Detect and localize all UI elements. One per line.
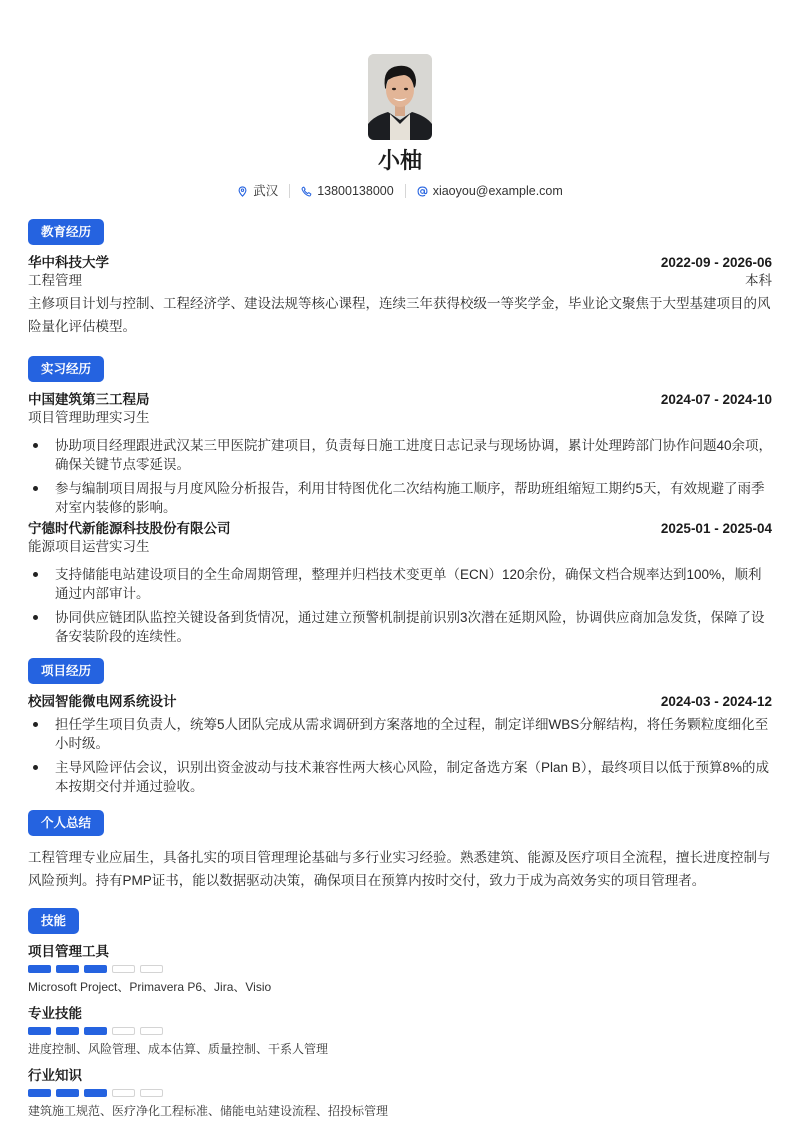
school-name: 华中科技大学: [28, 255, 109, 270]
skill-description: 进度控制、风险管理、成本估算、质量控制、干系人管理: [28, 1042, 329, 1056]
contact-email[interactable]: [406, 182, 574, 200]
skill-level-bars: [28, 1089, 772, 1097]
degree: 本科: [745, 273, 772, 288]
internship-dates: 2025-01 - 2025-04: [660, 521, 772, 536]
skill-group: [28, 1066, 772, 1120]
bullet-list: [28, 436, 772, 517]
bullet-item: 担任学生项目负责人，统筹5人团队完成从需求调研到方案落地的全过程，制定详细WBS分解结构，将任务颗粒度细化至小时级。: [28, 715, 772, 753]
education-entry: [28, 253, 772, 291]
bullet-item: 主导风险评估会议，识别出资金波动与技术兼容性两大核心风险，制定备选方案（Plan B），最终项目以低于预算8%的成本按期交付并通过验收。: [28, 758, 772, 796]
role: 项目管理助理实习生: [28, 410, 150, 425]
bullet-item: 支持储能电站建设项目的全生命周期管理，整理并归档技术变更单（ECN）120余份，确保文档合规率达到100%，顺利通过内部审计。: [28, 565, 772, 603]
section-badge-internships: 实习经历: [28, 356, 104, 382]
level-bar-empty: [140, 965, 163, 973]
level-bar-filled: [84, 1027, 107, 1035]
internship-entry: [28, 519, 772, 651]
contact-location: [226, 182, 289, 200]
level-bar-empty: [112, 1089, 135, 1097]
bullet-item: 参与编制项目周报与月度风险分析报告，利用甘特图优化二次结构施工顺序，帮助班组缩短工期约5天，有效规避了雨季对室内装修的影响。: [28, 479, 772, 517]
project-entry: [28, 692, 772, 801]
section-badge-summary: 个人总结: [28, 810, 104, 836]
skill-title: 专业技能: [28, 1006, 82, 1021]
skill-description: 建筑施工规范、医疗净化工程标准、储能电站建设流程、招投标管理: [28, 1104, 389, 1118]
section-badge-education: 教育经历: [28, 219, 104, 245]
skill-level-bars: [28, 965, 772, 973]
level-bar-empty: [140, 1027, 163, 1035]
level-bar-filled: [84, 1089, 107, 1097]
project-dates: 2024-03 - 2024-12: [660, 694, 772, 709]
skill-title: 行业知识: [28, 1068, 82, 1083]
level-bar-filled: [56, 1089, 79, 1097]
level-bar-filled: [28, 1089, 51, 1097]
skill-level-bars: [28, 1027, 772, 1035]
role: 能源项目运营实习生: [28, 539, 150, 554]
bullet-list: [28, 565, 772, 646]
level-bar-filled: [56, 1027, 79, 1035]
internship-entry: [28, 390, 772, 522]
level-bar-empty: [140, 1089, 163, 1097]
at-sign-icon: [417, 186, 428, 197]
bullet-list: [28, 715, 772, 796]
level-bar-filled: [56, 965, 79, 973]
level-bar-empty: [112, 965, 135, 973]
candidate-name: 小柚: [377, 148, 422, 173]
level-bar-filled: [84, 965, 107, 973]
company-name: 中国建筑第三工程局: [28, 392, 150, 407]
location-pin-icon: [237, 186, 248, 197]
location-text: 武汉: [253, 184, 279, 198]
profile-photo: [368, 54, 432, 140]
phone-text: 13800138000: [317, 184, 394, 198]
bullet-item: 协助项目经理跟进武汉某三甲医院扩建项目，负责每日施工进度日志记录与现场协调，累计处理跨部门协作问题40余项，确保关键节点零延误。: [28, 436, 772, 474]
bullet-item: 协同供应链团队监控关键设备到货情况，通过建立预警机制提前识别3次潜在延期风险，协调供应商加急发货，保障了设备安装阶段的连续性。: [28, 608, 772, 646]
section-badge-projects: 项目经历: [28, 658, 104, 684]
skill-title: 项目管理工具: [28, 944, 109, 959]
major: 工程管理: [28, 273, 82, 288]
level-bar-empty: [112, 1027, 135, 1035]
skill-description: Microsoft Project、Primavera P6、Jira、Visio: [28, 980, 272, 994]
phone-icon: [301, 186, 312, 197]
level-bar-filled: [28, 1027, 51, 1035]
project-name: 校园智能微电网系统设计: [28, 694, 177, 709]
section-badge-skills: 技能: [28, 908, 79, 934]
education-description: 主修项目计划与控制、工程经济学、建设法规等核心课程，连续三年获得校级一等奖学金，毕业论文聚焦于大型基建项目的风险量化评估模型。: [28, 296, 771, 334]
skill-group: [28, 1004, 772, 1058]
portrait-icon: [368, 54, 432, 140]
contact-row: [28, 182, 772, 200]
summary-text: 工程管理专业应届生，具备扎实的项目管理理论基础与多行业实习经验。熟悉建筑、能源及医疗项目全流程，擅长进度控制与风险预判。持有PMP证书，能以数据驱动决策，确保项目在预算内按时交付，致力于成为高效务实的项目管理者。: [28, 850, 771, 888]
email-text: xiaoyou@example.com: [432, 184, 563, 198]
internship-dates: 2024-07 - 2024-10: [660, 392, 772, 407]
company-name: 宁德时代新能源科技股份有限公司: [28, 521, 231, 536]
contact-phone[interactable]: [290, 182, 404, 200]
level-bar-filled: [28, 965, 51, 973]
education-dates: 2022-09 - 2026-06: [660, 255, 772, 270]
skill-group: [28, 942, 772, 996]
